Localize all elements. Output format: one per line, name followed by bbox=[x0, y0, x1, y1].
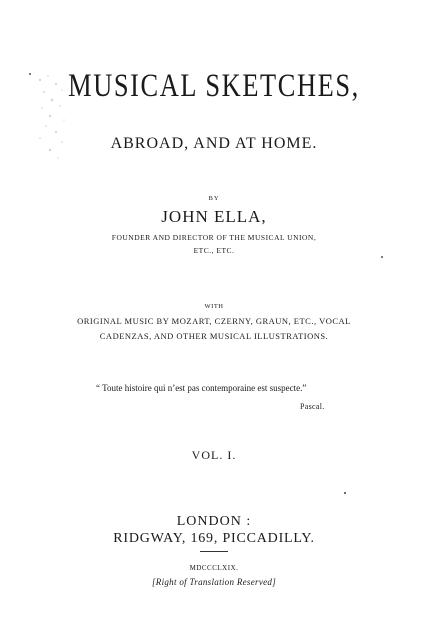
with-label: WITH bbox=[204, 303, 224, 310]
contents-description-line1: ORIGINAL MUSIC BY MOZART, CZERNY, GRAUN, ETC., VOCAL bbox=[77, 316, 351, 326]
publication-place: LONDON : bbox=[176, 514, 252, 529]
author-description-line2: ETC., ETC. bbox=[193, 246, 235, 255]
ink-speck bbox=[344, 492, 346, 494]
author-name: JOHN ELLA, bbox=[161, 207, 267, 226]
by-label: BY bbox=[208, 195, 220, 202]
contents-description-line2: CADENZAS, AND OTHER MUSICAL ILLUSTRATIONS. bbox=[99, 331, 329, 341]
author-description-line1: FOUNDER AND DIRECTOR OF THE MUSICAL UNION, bbox=[111, 233, 317, 242]
epigraph-quote: “ Toute histoire qui n’est pas contemporaine est suspecte.” bbox=[96, 383, 307, 393]
book-subtitle: ABROAD, AND AT HOME. bbox=[110, 135, 318, 152]
volume-number: VOL. I. bbox=[191, 448, 237, 462]
book-title: MUSICAL SKETCHES, bbox=[68, 68, 360, 104]
ink-speck bbox=[381, 256, 383, 258]
divider-rule bbox=[200, 551, 228, 552]
rights-notice: [Right of Translation Reserved] bbox=[151, 577, 277, 587]
epigraph-attribution: Pascal. bbox=[300, 402, 325, 411]
publisher-address: RIDGWAY, 169, PICCADILLY. bbox=[113, 531, 315, 546]
ink-speck bbox=[29, 73, 31, 75]
publication-year: MDCCCLXIX. bbox=[189, 564, 239, 572]
